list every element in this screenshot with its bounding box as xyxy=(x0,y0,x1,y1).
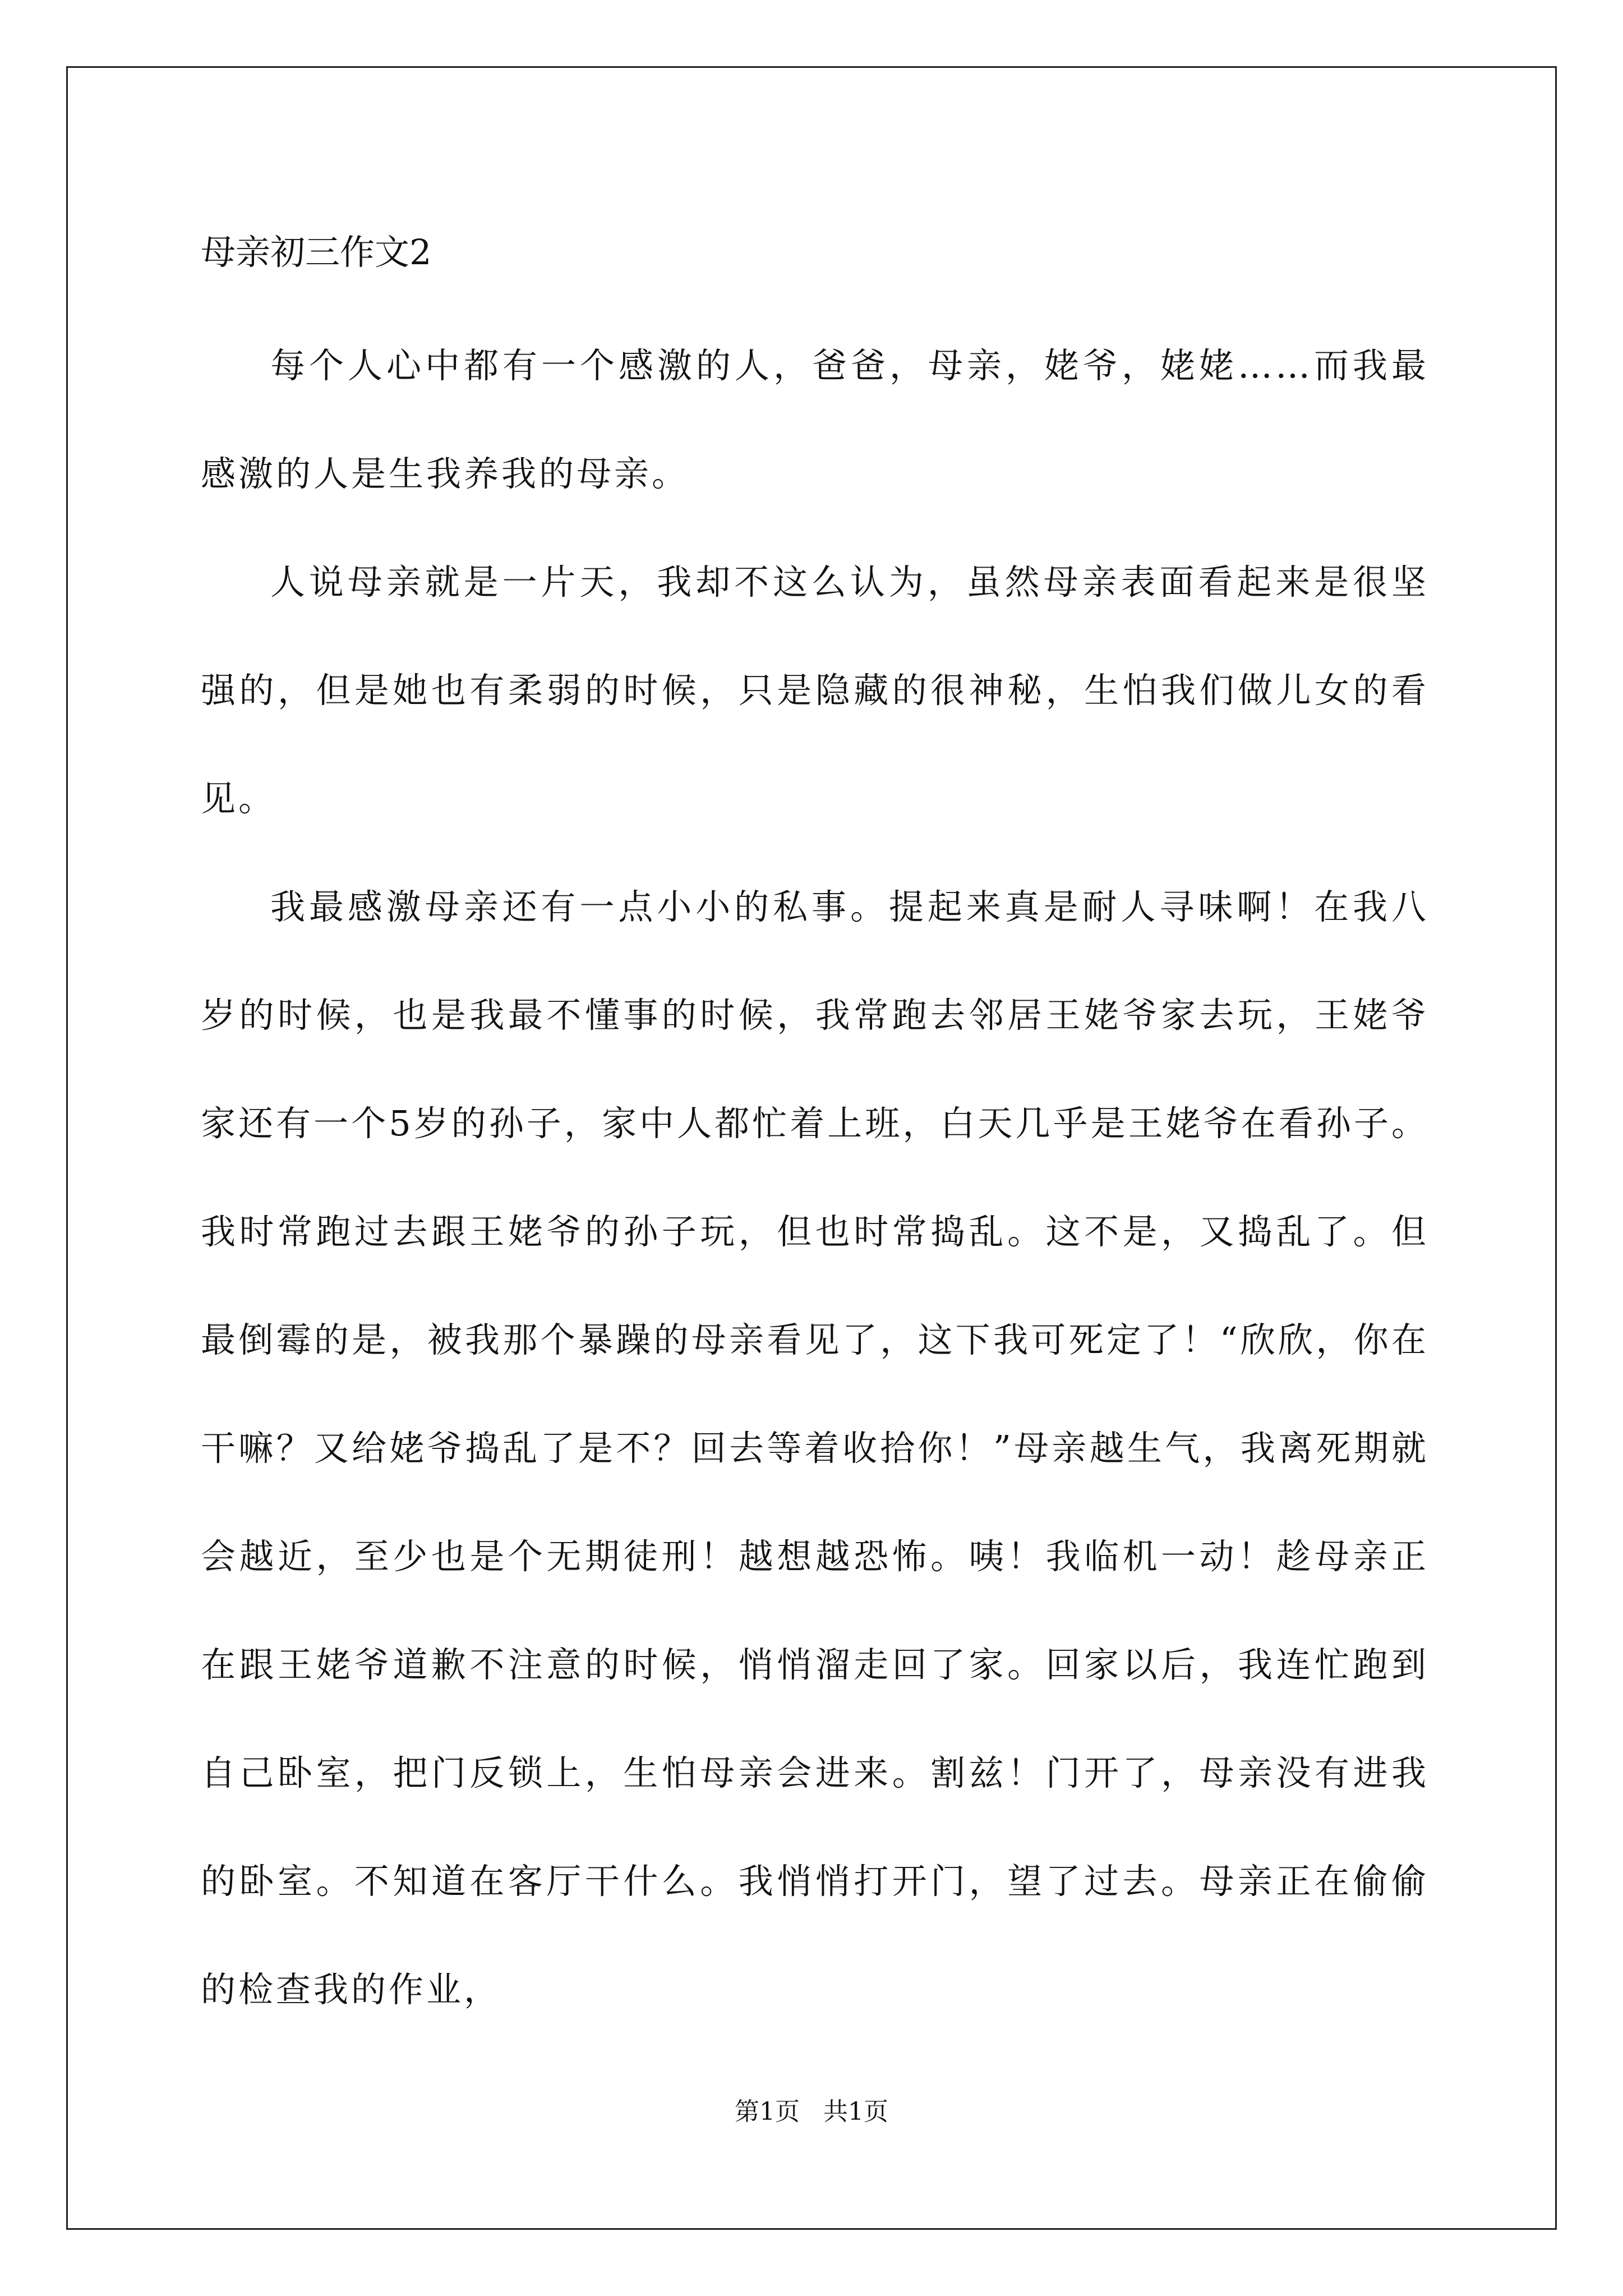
page-number-footer: 第1页 共1页 xyxy=(735,2097,888,2126)
document-title: 母亲初三作文2 xyxy=(201,232,432,273)
paragraph-2: 人说母亲就是一片天，我却不这么认为，虽然母亲表面看起来是很坚强的，但是她也有柔弱的时候，只是隐藏的很神秘，生怕我们做儿女的看见。 xyxy=(201,562,1429,819)
paragraph-3: 我最感激母亲还有一点小小的私事。提起来真是耐人寻味啊！在我八岁的时候，也是我最不懂事的时候，我常跑去邻居王姥爷家去玩，王姥爷家还有一个5岁的孙子，家中人都忙着上班，白天几乎是王姥爷在看孙子。我时常跑过去跟王姥爷的孙子玩，但也时常捣乱。这不是，又捣乱了。但最倒霉的是，被我那个暴躁的母亲看见了，这下我可死定了！“欣欣，你在干嘛？又给姥爷捣乱了是不？回去等着收拾你！”母亲越生气，我离死期就会越近，至少也是个无期徒刑！越想越恐怖。咦！我临机一动！趁母亲正在跟王姥爷道歉不注意的时候，悄悄溜走回了家。回家以后，我连忙跑到自己卧室，把门反锁上，生怕母亲会进来。割兹！门开了，母亲没有进我的卧室。不知道在客厅干什么。我悄悄打开门，望了过去。母亲正在偷偷的检查我的作业， xyxy=(201,886,1429,2010)
paragraph-1: 每个人心中都有一个感激的人，爸爸，母亲，姥爷，姥姥……而我最感激的人是生我养我的母亲。 xyxy=(201,345,1429,494)
document-body xyxy=(201,202,1429,2044)
